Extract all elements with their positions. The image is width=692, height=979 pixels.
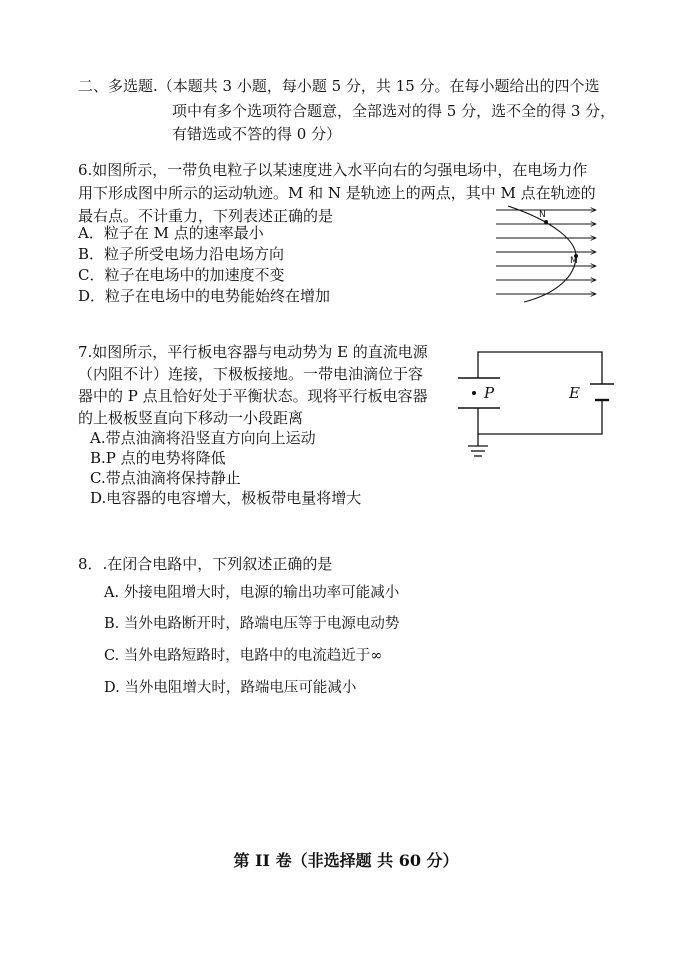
label-p: P [484,384,495,402]
section-note-line-2: 项中有多个选项符合题意，全部选对的得 5 分，选不全的得 3 分， [172,102,616,120]
bottom-wire [478,400,602,434]
q8-option-b: B. 当外电路断开时，路端电压等于电源电动势 [104,616,400,632]
point-n [544,220,548,224]
q6-field-figure [496,202,606,310]
q8-option-a: A. 外接电阻增大时，电源的输出功率可能减小 [104,585,400,601]
q7-option-d: D.电容器的电容增大，极板带电量将增大 [90,489,362,507]
part-2-title: 第 II 卷（非选择题 共 60 分） [233,851,459,870]
q6-option-d: D．粒子在电场中的电势能始终在增加 [78,287,331,305]
section-heading: 二、多选题.（本题共 3 小题，每小题 5 分，共 15 分。在每小题给出的四个选 [78,77,600,95]
q7-stem-line-2: （内阻不计）连接，下极板接地。一带电油滴位于容 [78,365,424,383]
q7-option-c: C.带点油滴将保持静止 [90,469,241,487]
q6-option-a: A．粒子在 M 点的速率最小 [78,224,264,242]
q7-stem-line-4: 的上极板竖直向下移动一小段距离 [78,409,304,427]
q7-option-a: A.带点油滴将沿竖直方向向上运动 [90,429,316,447]
section-note-line-3: 有错选或不答的得 0 分） [172,125,342,143]
q7-option-b: B.P 点的电势将降低 [90,449,226,467]
q8-option-d: D. 当外电阻增大时，路端电压可能减小 [104,680,357,696]
q6-stem-line-1: 6.如图所示，一带负电粒子以某速度进入水平向右的匀强电场中，在电场力作 [78,161,588,179]
q8-stem: 8．.在闭合电路中，下列叙述正确的是 [78,555,333,573]
label-m: M [570,256,578,266]
q7-circuit-figure [454,346,614,462]
q6-stem-line-2: 用下形成图中所示的运动轨迹。M 和 N 是轨迹上的两点，其中 M 点在轨迹的 [78,184,596,202]
q6-stem-line-3: 最右点。不计重力，下列表述正确的是 [78,207,334,225]
q6-option-b: B．粒子所受电场力沿电场方向 [78,245,285,263]
trajectory-curve [508,206,576,302]
label-e: E [569,384,580,402]
q7-stem-line-1: 7.如图所示，平行板电容器与电动势为 E 的直流电源 [78,343,428,361]
oil-drop-p [472,391,476,395]
label-n: N [539,210,546,220]
q6-option-c: C．粒子在电场中的加速度不变 [78,266,285,284]
q7-stem-line-3: 器中的 P 点且恰好处于平衡状态。现将平行板电容器 [78,387,428,405]
q8-option-c: C. 当外电路短路时，电路中的电流趋近于∞ [104,648,383,664]
top-wire [478,352,602,384]
